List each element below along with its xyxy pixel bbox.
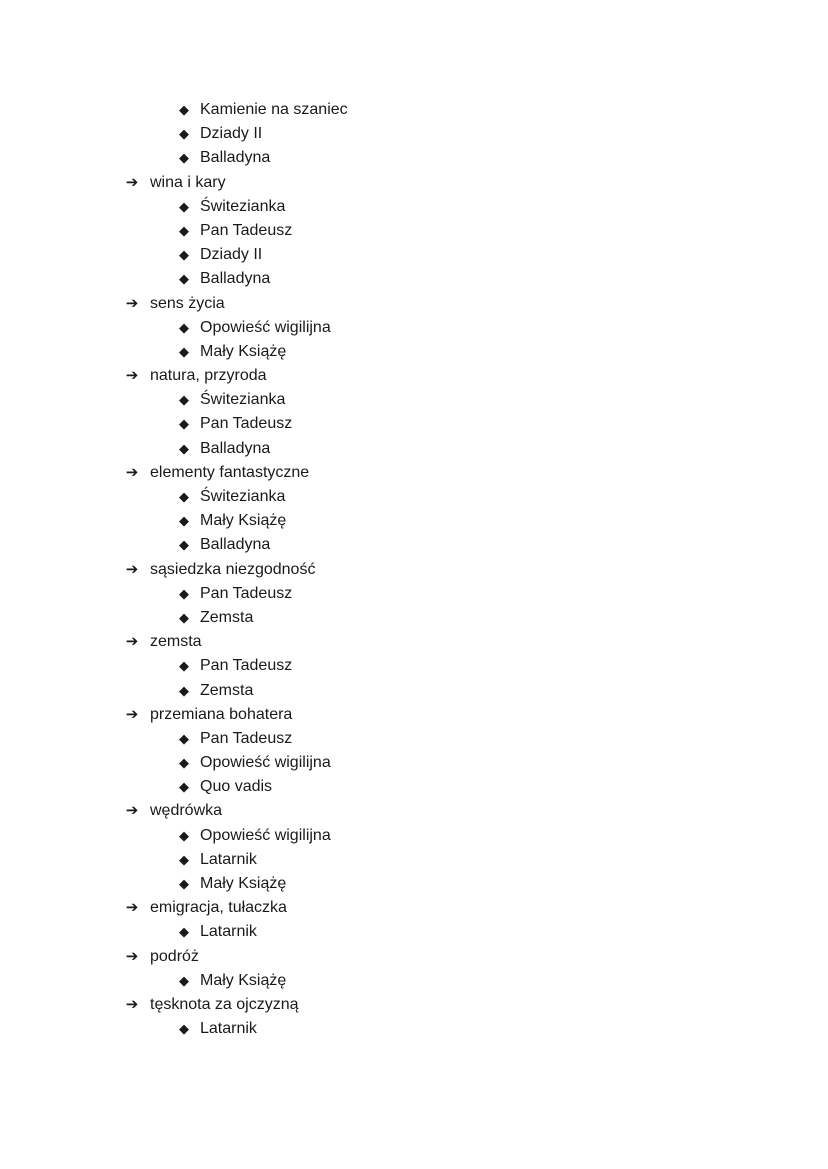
book-title: Balladyna (200, 149, 271, 167)
diamond-bullet-icon: ◆ (179, 102, 189, 117)
book-title: Latarnik (200, 923, 257, 941)
topic-label: emigracja, tułaczka (150, 899, 287, 917)
book-title: Mały Książę (200, 342, 287, 360)
topic-item (0, 630, 828, 654)
book-item (0, 824, 828, 848)
book-title: Balladyna (200, 439, 271, 457)
topic-label: sens życia (150, 294, 225, 312)
book-item (0, 437, 828, 461)
book-title: Opowieść wigilijna (200, 826, 331, 844)
diamond-bullet-icon: ◆ (179, 851, 189, 867)
book-title: Pan Tadeusz (200, 729, 293, 747)
arrow-icon: ➔ (125, 463, 139, 481)
diamond-bullet-icon: ◆ (179, 609, 189, 625)
diamond-bullet-icon: ◆ (179, 440, 189, 456)
book-item (0, 969, 828, 993)
arrow-icon: ➔ (125, 367, 139, 385)
book-item (0, 146, 828, 170)
diamond-bullet-icon: ◆ (179, 489, 189, 504)
book-item (0, 98, 828, 122)
diamond-bullet-icon: ◆ (179, 682, 189, 698)
diamond-bullet-icon: ◆ (179, 658, 189, 674)
diamond-bullet-icon: ◆ (179, 537, 189, 553)
topic-item (0, 364, 828, 388)
book-title: Opowieść wigilijna (200, 754, 331, 772)
arrow-icon: ➔ (125, 294, 139, 312)
diamond-bullet-icon: ◆ (179, 392, 189, 408)
topic-label: podróż (150, 947, 199, 965)
diamond-bullet-icon: ◆ (179, 827, 189, 843)
topic-label: zemsta (150, 633, 202, 651)
topic-item (0, 993, 828, 1017)
topic-item (0, 896, 828, 920)
topic-label: przemiana bohatera (150, 705, 293, 723)
diamond-bullet-icon: ◆ (179, 755, 189, 771)
book-item (0, 727, 828, 751)
diamond-bullet-icon: ◆ (179, 150, 189, 166)
diamond-bullet-icon: ◆ (179, 222, 189, 238)
book-title: Opowieść wigilijna (200, 318, 331, 336)
book-item (0, 606, 828, 630)
book-title: Zemsta (200, 681, 254, 699)
diamond-bullet-icon: ◆ (179, 924, 189, 940)
document-page (0, 98, 828, 1041)
diamond-bullet-icon: ◆ (179, 513, 189, 529)
book-item (0, 775, 828, 799)
book-title: Świtezianka (200, 197, 286, 215)
topic-item (0, 461, 828, 485)
arrow-icon: ➔ (125, 173, 139, 191)
book-item (0, 582, 828, 606)
book-item (0, 509, 828, 533)
book-title: Kamienie na szaniec (200, 101, 348, 118)
diamond-bullet-icon: ◆ (179, 271, 189, 287)
book-title: Balladyna (200, 270, 271, 288)
book-title: Mały Książę (200, 512, 287, 530)
topic-item (0, 799, 828, 823)
book-item (0, 533, 828, 557)
book-item (0, 848, 828, 872)
arrow-icon: ➔ (125, 705, 139, 723)
book-title: Mały Książę (200, 875, 287, 892)
book-title: Latarnik (200, 1020, 257, 1038)
book-title: Quo vadis (200, 778, 273, 796)
topic-item (0, 558, 828, 582)
topic-item (0, 703, 828, 727)
book-item (0, 316, 828, 340)
book-item (0, 679, 828, 703)
book-item (0, 485, 828, 509)
diamond-bullet-icon: ◆ (179, 876, 189, 891)
arrow-icon: ➔ (125, 995, 139, 1013)
topic-label: elementy fantastyczne (150, 463, 310, 481)
book-item (0, 340, 828, 364)
diamond-bullet-icon: ◆ (179, 247, 189, 263)
book-item (0, 122, 828, 146)
book-item (0, 267, 828, 291)
topic-label: tęsknota za ojczyzną (150, 995, 299, 1013)
diamond-bullet-icon: ◆ (179, 416, 189, 432)
book-title: Świtezianka (200, 391, 286, 409)
book-title: Świtezianka (200, 488, 286, 505)
book-title: Pan Tadeusz (200, 584, 293, 602)
book-item (0, 751, 828, 775)
book-item (0, 195, 828, 219)
book-title: Pan Tadeusz (200, 415, 293, 433)
book-item (0, 219, 828, 243)
book-title: Pan Tadeusz (200, 221, 293, 239)
book-item (0, 243, 828, 267)
topic-label: wina i kary (150, 173, 226, 191)
arrow-icon: ➔ (125, 947, 139, 965)
book-title: Latarnik (200, 850, 257, 868)
book-item (0, 412, 828, 436)
book-title: Dziady II (200, 125, 263, 143)
diamond-bullet-icon: ◆ (179, 198, 189, 214)
diamond-bullet-icon: ◆ (179, 1021, 189, 1037)
topic-item (0, 171, 828, 195)
book-title: Mały Książę (200, 971, 287, 989)
diamond-bullet-icon: ◆ (179, 779, 189, 795)
diamond-bullet-icon: ◆ (179, 585, 189, 601)
diamond-bullet-icon: ◆ (179, 126, 189, 142)
book-item (0, 920, 828, 944)
diamond-bullet-icon: ◆ (179, 319, 189, 335)
book-title: Balladyna (200, 536, 271, 554)
book-item (0, 654, 828, 678)
book-item (0, 872, 828, 896)
topic-label: natura, przyroda (150, 367, 267, 385)
diamond-bullet-icon: ◆ (179, 972, 189, 988)
arrow-icon: ➔ (125, 633, 139, 651)
arrow-icon: ➔ (125, 899, 139, 917)
book-item (0, 388, 828, 412)
book-title: Pan Tadeusz (200, 657, 293, 675)
topic-label: sąsiedzka niezgodność (150, 560, 316, 578)
topic-item (0, 292, 828, 316)
arrow-icon: ➔ (125, 560, 139, 578)
book-title: Dziady II (200, 246, 263, 264)
topic-label: wędrówka (150, 802, 223, 820)
book-title: Zemsta (200, 608, 254, 626)
topic-item (0, 945, 828, 969)
diamond-bullet-icon: ◆ (179, 343, 189, 359)
book-item (0, 1017, 828, 1041)
arrow-icon: ➔ (125, 802, 139, 820)
diamond-bullet-icon: ◆ (179, 730, 189, 746)
